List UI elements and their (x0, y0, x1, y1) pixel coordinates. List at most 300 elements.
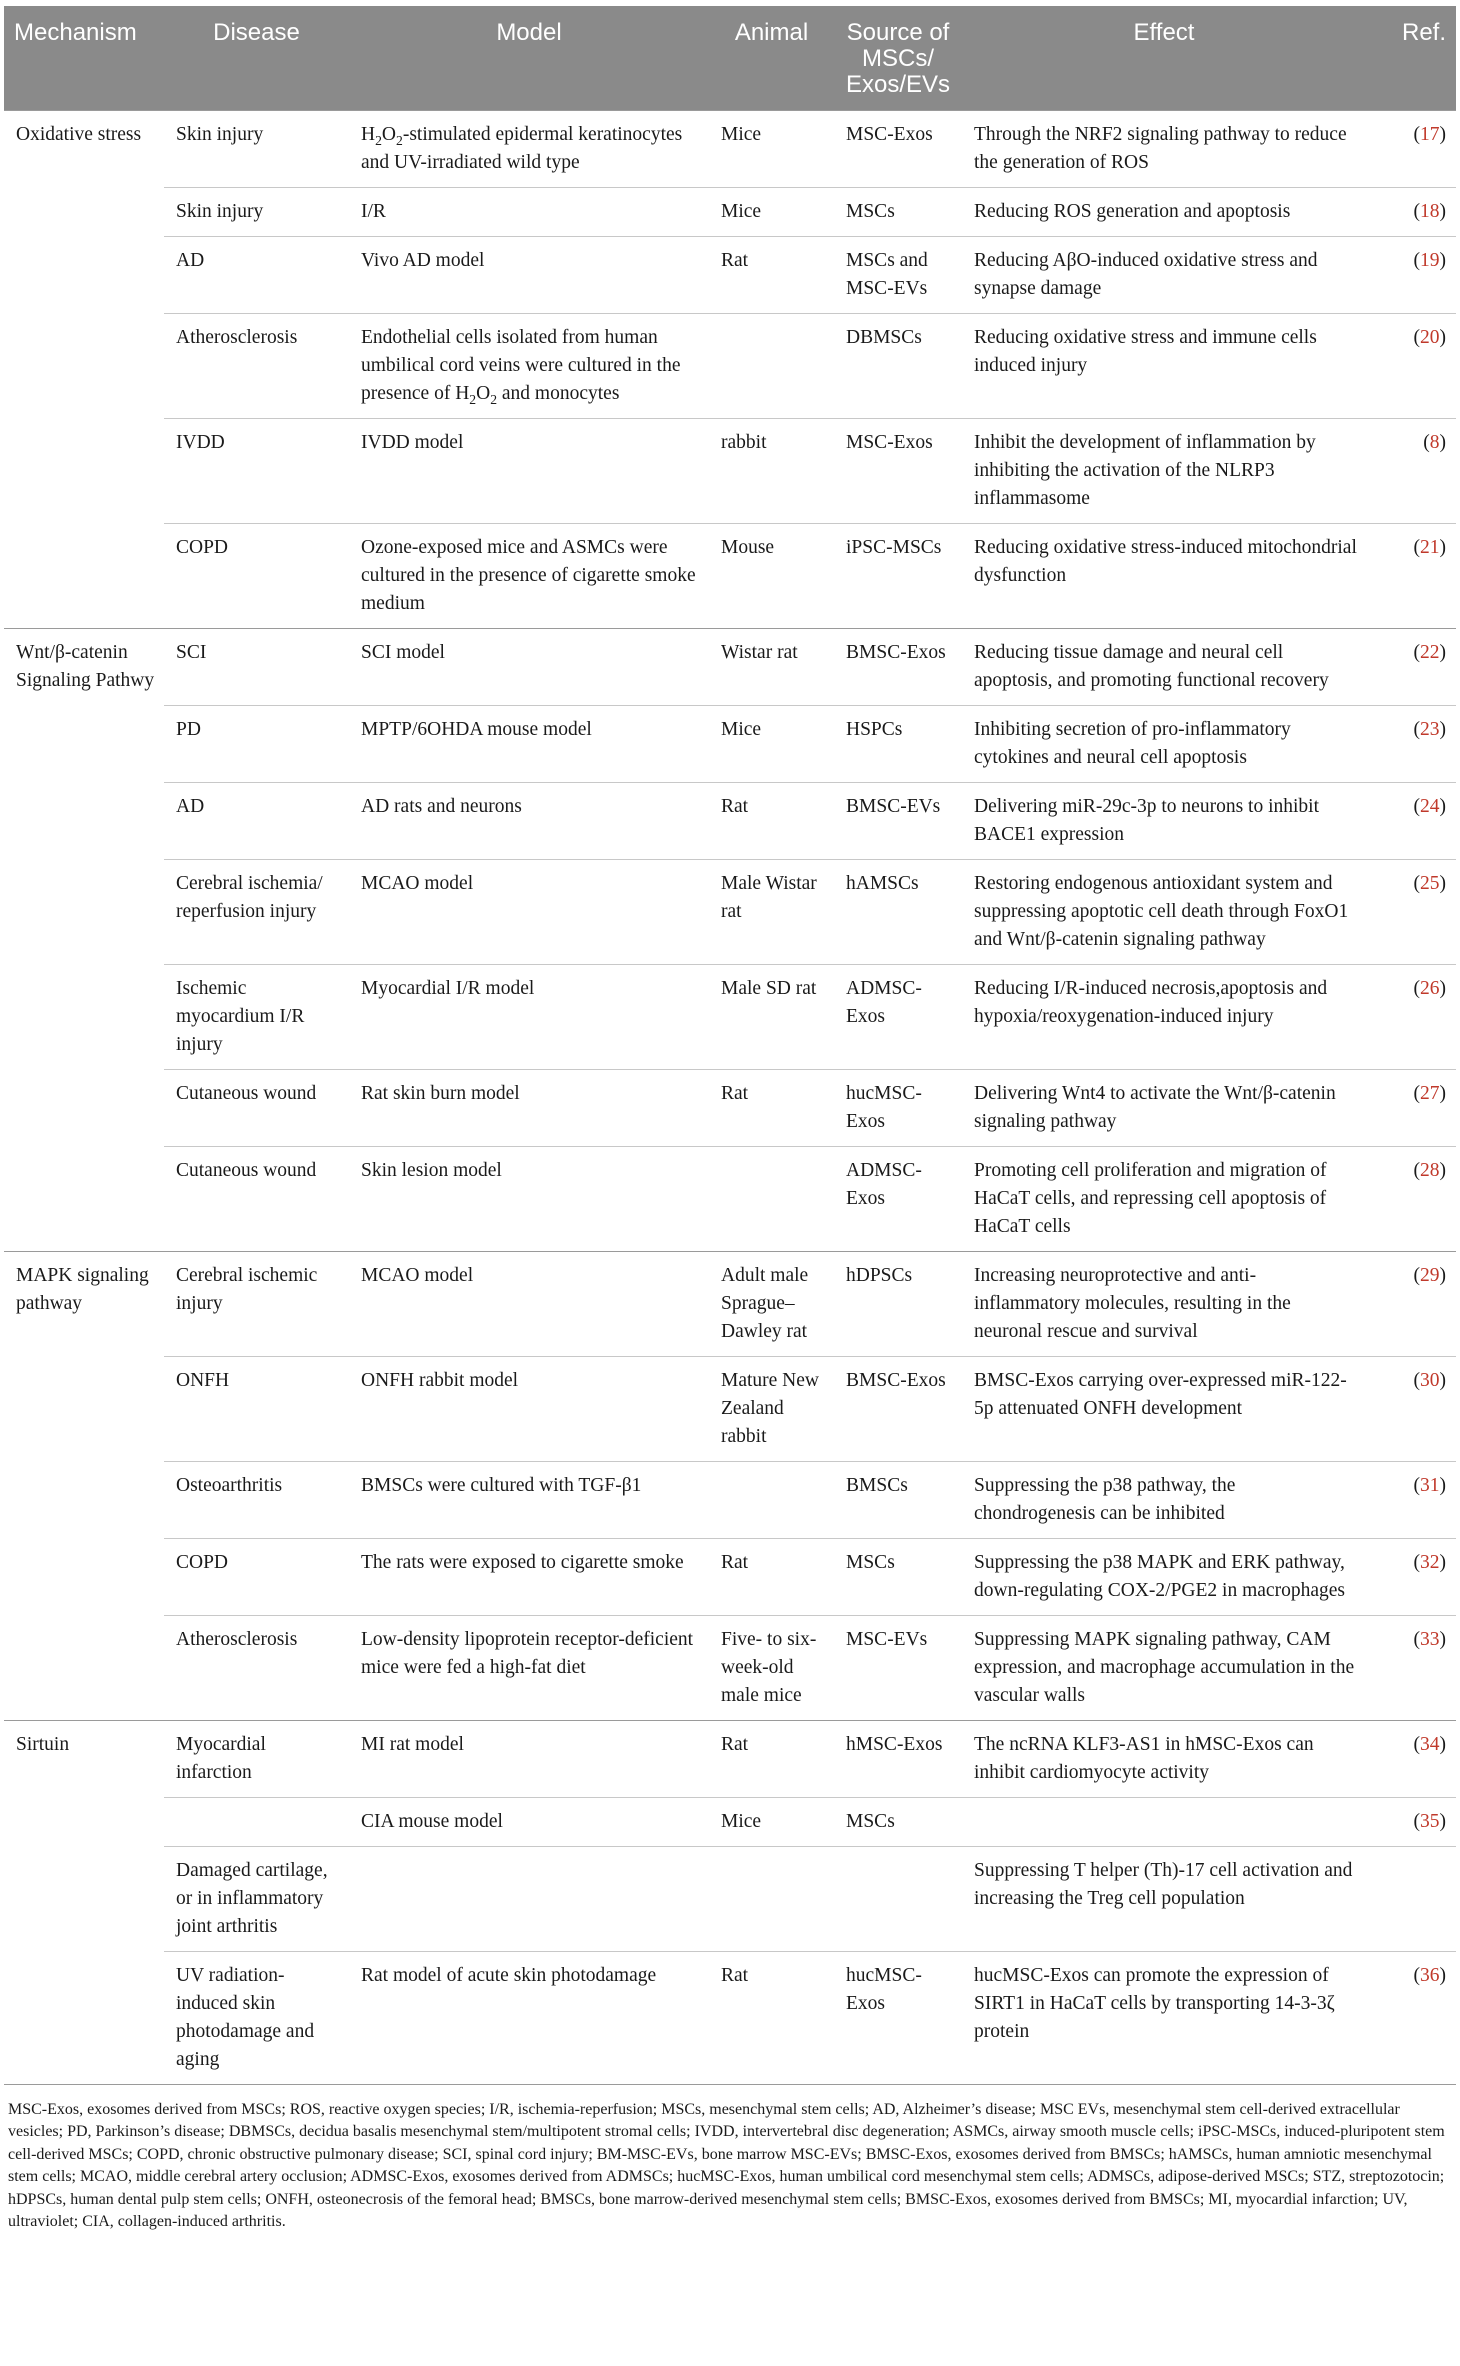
cell-model (349, 1538, 709, 1615)
disease-text: Cerebral ischemia/ reperfusion injury (176, 872, 323, 922)
table-row (4, 187, 1456, 236)
cell-disease (164, 964, 349, 1069)
cell-model (349, 782, 709, 859)
effect-text: Reducing oxidative stress and immune cells induced injury (974, 326, 1317, 376)
table-row (4, 236, 1456, 313)
ref-number[interactable]: 20 (1420, 326, 1440, 348)
cell-animal (709, 1615, 834, 1720)
cell-effect (962, 705, 1366, 782)
source-text: hMSC-Exos (846, 1733, 943, 1755)
header-animal: Animal (709, 6, 834, 110)
disease-text: ONFH (176, 1369, 230, 1391)
disease-text: Ischemic myocardium I/R injury (176, 977, 305, 1055)
disease-text: Cerebral ischemic injury (176, 1264, 318, 1314)
cell-source (834, 1720, 962, 1797)
cell-animal (709, 782, 834, 859)
cell-ref: (31) (1366, 1461, 1456, 1538)
disease-text: Myocardial infarction (176, 1733, 266, 1783)
cell-mechanism (4, 1846, 164, 1951)
cell-source (834, 1538, 962, 1615)
model-text: Myocardial I/R model (361, 977, 535, 999)
cell-mechanism (4, 418, 164, 523)
cell-animal (709, 1461, 834, 1538)
disease-text: IVDD (176, 431, 225, 453)
table-row (4, 1146, 1456, 1251)
animal-text: Adult male Sprague–Dawley rat (721, 1264, 809, 1342)
table-footnote: MSC-Exos, exosomes derived from MSCs; ROS, reactive oxygen species; I/R, ischemia-reperfusion; MSCs, mesenchymal stem cells; AD, Alzheimer’s disease; MSC EVs, mesenchymal stem cell-derived extracellular vesicles; PD, Parkinson’s disease; DBMSCs, decidua basalis mesenchymal stem/multipotent stromal cells; IVDD, intervertebral disc degeneration; ASMCs, airway smooth muscle cells; iPSC-MSCs, induced-pluripotent stem cell-derived MSCs; COPD, chronic obstructive pulmonary disease; SCI, spinal cord injury; BM-MSC-EVs, bone marrow MSC-EVs; BMSC-Exos, exosomes derived from BMSCs; hAMSCs, human amniotic mesenchymal stem cells; MCAO, middle cerebral artery occlusion; ADMSC-Exos, exosomes derived from ADMSCs; hucMSC-Exos, human umbilical cord mesenchymal stem cells; ADMSCs, adipose-derived MSCs; STZ, streptozotocin; hDPSCs, human dental pulp stem cells; ONFH, osteonecrosis of the femoral head; BMSCs, bone marrow-derived mesenchymal stem cells; BMSC-Exos, exosomes derived from BMSCs; MI, myocardial infarction; UV, ultraviolet; CIA, collagen-induced arthritis. (4, 2084, 1456, 2234)
table-row (4, 964, 1456, 1069)
model-text: $H_2O_2$-stimulated epidermal keratinocytes and UV-irradiated wild type (361, 123, 683, 173)
cell-mechanism (4, 628, 164, 705)
cell-disease (164, 859, 349, 964)
header-disease: Disease (164, 6, 349, 110)
cell-source (834, 1146, 962, 1251)
model-text: Ozone-exposed mice and ASMCs were cultured in the presence of cigarette smoke medium (361, 536, 696, 614)
ref-number[interactable]: 36 (1420, 1964, 1440, 1986)
effect-text: Increasing neuroprotective and anti-inflammatory molecules, resulting in the neuronal rescue and survival (974, 1264, 1291, 1342)
cell-disease (164, 523, 349, 628)
cell-effect (962, 1720, 1366, 1797)
header-mechanism: Mechanism (4, 6, 164, 110)
cell-mechanism (4, 523, 164, 628)
model-text: MPTP/6OHDA mouse model (361, 718, 592, 740)
effect-text: Delivering Wnt4 to activate the Wnt/β-catenin signaling pathway (974, 1082, 1336, 1132)
cell-source (834, 1615, 962, 1720)
cell-ref: (32) (1366, 1538, 1456, 1615)
cell-animal (709, 1251, 834, 1356)
cell-effect (962, 1951, 1366, 2084)
table-row (4, 1720, 1456, 1797)
table-row (4, 110, 1456, 187)
table-row (4, 1538, 1456, 1615)
cell-model (349, 523, 709, 628)
ref-number[interactable]: 25 (1420, 872, 1440, 894)
ref-number[interactable]: 22 (1420, 641, 1440, 663)
cell-ref: (33) (1366, 1615, 1456, 1720)
cell-disease (164, 782, 349, 859)
cell-effect (962, 1615, 1366, 1720)
cell-disease (164, 187, 349, 236)
cell-effect (962, 1461, 1366, 1538)
ref-number[interactable]: 26 (1420, 977, 1440, 999)
source-text: MSC-EVs (846, 1628, 928, 1650)
model-text: MCAO model (361, 872, 474, 894)
cell-animal (709, 236, 834, 313)
cell-ref: (30) (1366, 1356, 1456, 1461)
ref-number[interactable]: 28 (1420, 1159, 1440, 1181)
source-text: MSCs (846, 200, 895, 222)
disease-text: AD (176, 249, 205, 271)
cell-model (349, 418, 709, 523)
model-text: AD rats and neurons (361, 795, 522, 817)
cell-animal (709, 859, 834, 964)
cell-source (834, 187, 962, 236)
ref-number[interactable]: 21 (1420, 536, 1440, 558)
ref-number[interactable]: 24 (1420, 795, 1440, 817)
cell-disease (164, 1615, 349, 1720)
effect-text: Delivering miR-29c-3p to neurons to inhibit BACE1 expression (974, 795, 1319, 845)
cell-source (834, 782, 962, 859)
model-text: ONFH rabbit model (361, 1369, 519, 1391)
header-source: Source of MSCs/ Exos/EVs (834, 6, 962, 110)
cell-mechanism (4, 1615, 164, 1720)
header-row (4, 6, 1456, 110)
cell-ref: (21) (1366, 523, 1456, 628)
disease-text: SCI (176, 641, 207, 663)
cell-animal (709, 418, 834, 523)
cell-animal (709, 1797, 834, 1846)
cell-ref: (28) (1366, 1146, 1456, 1251)
disease-text: COPD (176, 1551, 229, 1573)
cell-model (349, 1797, 709, 1846)
cell-source (834, 110, 962, 187)
source-text: BMSC-EVs (846, 795, 941, 817)
cell-disease (164, 1797, 349, 1846)
cell-model (349, 1146, 709, 1251)
cell-mechanism (4, 236, 164, 313)
cell-source (834, 964, 962, 1069)
cell-disease (164, 1951, 349, 2084)
cell-animal (709, 1069, 834, 1146)
cell-ref: (35) (1366, 1797, 1456, 1846)
effect-text: Suppressing T helper (Th)-17 cell activation and increasing the Treg cell population (974, 1859, 1353, 1909)
cell-effect (962, 628, 1366, 705)
cell-animal (709, 705, 834, 782)
animal-text: Rat (721, 1082, 749, 1104)
effect-text: Restoring endogenous antioxidant system and suppressing apoptotic cell death through FoxO1 and Wnt/β-catenin signaling pathway (974, 872, 1349, 950)
cell-disease (164, 236, 349, 313)
table-row (4, 859, 1456, 964)
ref-number[interactable]: 32 (1420, 1551, 1440, 1573)
effect-text: Reducing oxidative stress-induced mitochondrial dysfunction (974, 536, 1357, 586)
ref-number[interactable]: 18 (1420, 200, 1440, 222)
cell-source (834, 236, 962, 313)
effect-text: Promoting cell proliferation and migration of HaCaT cells, and repressing cell apoptosis of HaCaT cells (974, 1159, 1327, 1237)
cell-mechanism (4, 110, 164, 187)
cell-model (349, 187, 709, 236)
cell-model (349, 236, 709, 313)
cell-disease (164, 1146, 349, 1251)
animal-text: Rat (721, 1551, 749, 1573)
source-text: hucMSC-Exos (846, 1964, 922, 2014)
cell-animal (709, 1720, 834, 1797)
effect-text: Inhibiting secretion of pro-inflammatory cytokines and neural cell apoptosis (974, 718, 1291, 768)
source-text: MSC-Exos (846, 123, 933, 145)
cell-model (349, 1069, 709, 1146)
table-body (4, 110, 1456, 2084)
cell-effect (962, 110, 1366, 187)
model-text: Rat model of acute skin photodamage (361, 1964, 657, 1986)
cell-model (349, 1251, 709, 1356)
model-text: SCI model (361, 641, 445, 663)
disease-text: AD (176, 795, 205, 817)
disease-text: Damaged cartilage, or in inflammatory joint arthritis (176, 1859, 328, 1937)
cell-disease (164, 110, 349, 187)
effect-text: Reducing ROS generation and apoptosis (974, 200, 1291, 222)
header-model: Model (349, 6, 709, 110)
cell-effect (962, 1069, 1366, 1146)
table-row (4, 1251, 1456, 1356)
cell-ref: (27) (1366, 1069, 1456, 1146)
cell-mechanism (4, 1356, 164, 1461)
cell-mechanism (4, 1797, 164, 1846)
source-text: BMSC-Exos (846, 1369, 946, 1391)
cell-animal (709, 964, 834, 1069)
effect-text: Reducing tissue damage and neural cell apoptosis, and promoting functional recovery (974, 641, 1329, 691)
model-text: MI rat model (361, 1733, 464, 1755)
effect-text: hucMSC-Exos can promote the expression of SIRT1 in HaCaT cells by transporting 14-3-3ζ protein (974, 1964, 1335, 2042)
table-row (4, 523, 1456, 628)
animal-text: Mice (721, 200, 762, 222)
disease-text: Atherosclerosis (176, 326, 298, 348)
cell-effect (962, 1538, 1366, 1615)
cell-mechanism (4, 782, 164, 859)
cell-mechanism (4, 1069, 164, 1146)
source-text: MSC-Exos (846, 431, 933, 453)
source-text: MSCs (846, 1551, 895, 1573)
effect-text: The ncRNA KLF3-AS1 in hMSC-Exos can inhibit cardiomyocyte activity (974, 1733, 1314, 1783)
disease-text: UV radiation-induced skin photodamage and aging (176, 1964, 315, 2070)
cell-ref: (22) (1366, 628, 1456, 705)
cell-mechanism (4, 705, 164, 782)
cell-animal (709, 110, 834, 187)
cell-disease (164, 1251, 349, 1356)
cell-source (834, 1251, 962, 1356)
cell-source (834, 313, 962, 418)
cell-ref: (17) (1366, 110, 1456, 187)
model-text: Low-density lipoprotein receptor-deficient mice were fed a high-fat diet (361, 1628, 694, 1678)
cell-disease (164, 1356, 349, 1461)
animal-text: Rat (721, 795, 749, 817)
effect-text: Through the NRF2 signaling pathway to reduce the generation of ROS (974, 123, 1347, 173)
cell-model (349, 1846, 709, 1951)
table-row (4, 1356, 1456, 1461)
effect-text: Inhibit the development of inflammation by inhibiting the activation of the NLRP3 inflammasome (974, 431, 1316, 509)
effect-text: BMSC-Exos carrying over-expressed miR-122-5p attenuated ONFH development (974, 1369, 1347, 1419)
cell-effect (962, 418, 1366, 523)
disease-text: COPD (176, 536, 229, 558)
mechanism-text: Wnt/β-catenin Signaling Pathwy (16, 641, 155, 691)
model-text: Vivo AD model (361, 249, 485, 271)
disease-text: Osteoarthritis (176, 1474, 283, 1496)
cell-disease (164, 628, 349, 705)
cell-source (834, 1461, 962, 1538)
ref-number[interactable]: 8 (1429, 431, 1440, 453)
cell-ref: (18) (1366, 187, 1456, 236)
cell-ref: (19) (1366, 236, 1456, 313)
header-ref: Ref. (1366, 6, 1456, 110)
cell-disease (164, 1846, 349, 1951)
cell-mechanism (4, 964, 164, 1069)
cell-disease (164, 1461, 349, 1538)
ref-number[interactable]: 17 (1420, 123, 1440, 145)
source-text: ADMSC-Exos (846, 1159, 922, 1209)
source-text: BMSC-Exos (846, 641, 946, 663)
mechanism-text: Oxidative stress (16, 123, 142, 145)
cell-animal (709, 1951, 834, 2084)
source-text: MSCs (846, 1810, 895, 1832)
animal-text: Rat (721, 1733, 749, 1755)
animal-text: Five- to six-week-old male mice (721, 1628, 817, 1706)
animal-text: Rat (721, 249, 749, 271)
cell-effect (962, 1797, 1366, 1846)
cell-animal (709, 187, 834, 236)
disease-text: Atherosclerosis (176, 1628, 298, 1650)
cell-effect (962, 859, 1366, 964)
cell-source (834, 1846, 962, 1951)
mechanisms-table (4, 6, 1456, 2084)
table-row (4, 1797, 1456, 1846)
cell-ref: (29) (1366, 1251, 1456, 1356)
cell-ref: (24) (1366, 782, 1456, 859)
ref-number[interactable]: 19 (1420, 249, 1440, 271)
cell-model (349, 705, 709, 782)
ref-number[interactable]: 30 (1420, 1369, 1440, 1391)
cell-mechanism (4, 859, 164, 964)
cell-source (834, 1797, 962, 1846)
cell-ref: (23) (1366, 705, 1456, 782)
model-text: The rats were exposed to cigarette smoke (361, 1551, 684, 1573)
cell-effect (962, 313, 1366, 418)
mechanism-text: MAPK signaling pathway (16, 1264, 149, 1314)
cell-disease (164, 418, 349, 523)
cell-model (349, 1356, 709, 1461)
cell-animal (709, 1846, 834, 1951)
cell-ref: (25) (1366, 859, 1456, 964)
cell-disease (164, 1720, 349, 1797)
effect-text: Reducing I/R-induced necrosis,apoptosis and hypoxia/reoxygenation-induced injury (974, 977, 1328, 1027)
cell-model (349, 859, 709, 964)
cell-disease (164, 1538, 349, 1615)
model-text: MCAO model (361, 1264, 474, 1286)
cell-model (349, 1951, 709, 2084)
model-text: Rat skin burn model (361, 1082, 520, 1104)
ref-number[interactable]: 35 (1420, 1810, 1440, 1832)
cell-source (834, 859, 962, 964)
effect-text: Suppressing the p38 pathway, the chondrogenesis can be inhibited (974, 1474, 1236, 1524)
table-row (4, 313, 1456, 418)
table-row (4, 1615, 1456, 1720)
table-row (4, 628, 1456, 705)
effect-text: Suppressing the p38 MAPK and ERK pathway, down-regulating COX-2/PGE2 in macrophages (974, 1551, 1345, 1601)
table-row (4, 1461, 1456, 1538)
mechanism-text: Sirtuin (16, 1733, 70, 1755)
table-row (4, 1069, 1456, 1146)
animal-text: Mouse (721, 536, 775, 558)
ref-number[interactable]: 34 (1420, 1733, 1440, 1755)
cell-ref: (26) (1366, 964, 1456, 1069)
cell-mechanism (4, 1251, 164, 1356)
cell-effect (962, 782, 1366, 859)
ref-number[interactable]: 31 (1420, 1474, 1440, 1496)
model-text: BMSCs were cultured with TGF-β1 (361, 1474, 642, 1496)
cell-ref: (20) (1366, 313, 1456, 418)
cell-mechanism (4, 187, 164, 236)
cell-model (349, 1615, 709, 1720)
cell-effect (962, 187, 1366, 236)
animal-text: Mice (721, 123, 762, 145)
cell-ref: (34) (1366, 1720, 1456, 1797)
ref-number[interactable]: 29 (1420, 1264, 1440, 1286)
cell-disease (164, 313, 349, 418)
disease-text: Cutaneous wound (176, 1159, 317, 1181)
source-text: MSCs and MSC-EVs (846, 249, 928, 299)
cell-effect (962, 964, 1366, 1069)
animal-text: Wistar rat (721, 641, 798, 663)
animal-text: Male SD rat (721, 977, 817, 999)
ref-number[interactable]: 33 (1420, 1628, 1440, 1650)
effect-text: Suppressing MAPK signaling pathway, CAM expression, and macrophage accumulation in the vascular walls (974, 1628, 1355, 1706)
disease-text: PD (176, 718, 201, 740)
disease-text: Cutaneous wound (176, 1082, 317, 1104)
cell-effect (962, 1251, 1366, 1356)
header-effect: Effect (962, 6, 1366, 110)
cell-animal (709, 1356, 834, 1461)
cell-model (349, 1720, 709, 1797)
cell-effect (962, 1146, 1366, 1251)
cell-model (349, 313, 709, 418)
animal-text: Rat (721, 1964, 749, 1986)
animal-text: Male Wistar rat (721, 872, 817, 922)
cell-source (834, 1069, 962, 1146)
source-text: ADMSC-Exos (846, 977, 922, 1027)
source-text: iPSC-MSCs (846, 536, 942, 558)
source-text: HSPCs (846, 718, 903, 740)
cell-source (834, 1356, 962, 1461)
cell-model (349, 110, 709, 187)
cell-mechanism (4, 313, 164, 418)
cell-animal (709, 1146, 834, 1251)
cell-animal (709, 1538, 834, 1615)
cell-effect (962, 523, 1366, 628)
animal-text: Mice (721, 718, 762, 740)
cell-effect (962, 1356, 1366, 1461)
table-container (4, 6, 1456, 2234)
ref-number[interactable]: 27 (1420, 1082, 1440, 1104)
cell-animal (709, 628, 834, 705)
cell-ref: (8) (1366, 418, 1456, 523)
model-text: IVDD model (361, 431, 464, 453)
cell-source (834, 523, 962, 628)
cell-animal (709, 523, 834, 628)
ref-number[interactable]: 23 (1420, 718, 1440, 740)
source-text: BMSCs (846, 1474, 908, 1496)
cell-ref: (36) (1366, 1951, 1456, 2084)
cell-source (834, 1951, 962, 2084)
cell-disease (164, 1069, 349, 1146)
source-text: DBMSCs (846, 326, 922, 348)
cell-ref (1366, 1846, 1456, 1951)
disease-text: Skin injury (176, 200, 264, 222)
table-row (4, 782, 1456, 859)
animal-text: Mice (721, 1810, 762, 1832)
cell-mechanism (4, 1146, 164, 1251)
cell-source (834, 628, 962, 705)
animal-text: rabbit (721, 431, 767, 453)
cell-source (834, 418, 962, 523)
disease-text: Skin injury (176, 123, 264, 145)
table-row (4, 1846, 1456, 1951)
model-text: I/R (361, 200, 386, 222)
cell-source (834, 705, 962, 782)
table-row (4, 418, 1456, 523)
cell-animal (709, 313, 834, 418)
cell-mechanism (4, 1461, 164, 1538)
model-text: CIA mouse model (361, 1810, 503, 1832)
cell-model (349, 1461, 709, 1538)
cell-disease (164, 705, 349, 782)
effect-text: Reducing AβO-induced oxidative stress and synapse damage (974, 249, 1318, 299)
